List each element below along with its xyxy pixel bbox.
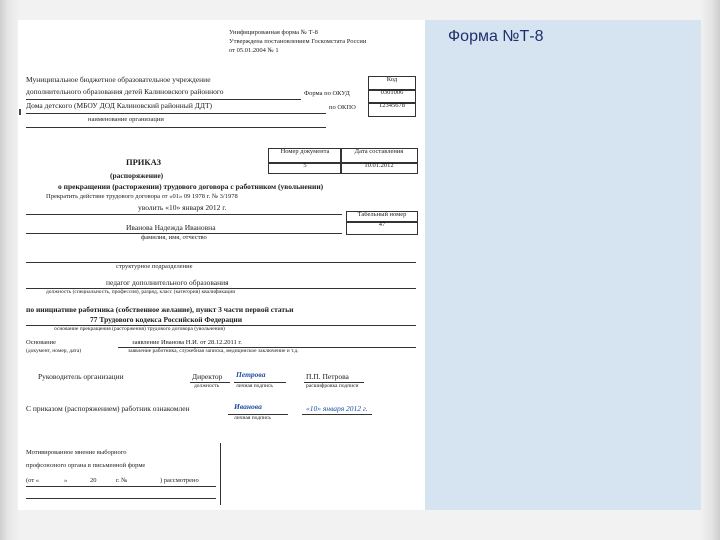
head-position: Директор [192, 372, 223, 381]
doc-number-header: Номер документа [268, 148, 342, 164]
org-line3: Дома детского (МБОУ ДОД Калиновский районный ДДТ) [26, 101, 213, 110]
form-header-line1: Унифицированная форма № Т-8 [229, 29, 318, 36]
slide-title: Форма №Т-8 [448, 28, 544, 45]
order-subtitle: (распоряжение) [110, 171, 164, 180]
grounds-line2: 77 Трудового кодекса Российской Федерации [90, 315, 243, 324]
head-position-caption: должность [194, 383, 220, 389]
basis-label: Основание [26, 339, 57, 346]
opinion-line1: Мотивированное мнение выборного [26, 449, 127, 456]
opinion-line3-quote: » [64, 477, 68, 484]
order-document [18, 20, 425, 510]
basis-value: заявление Иванова Н.И. от 28.12.2011 г. [132, 339, 242, 346]
doc-date-value: 10.01.2012 [340, 162, 418, 174]
org-line2: дополнительного образования детей Калиновского районного [26, 87, 224, 96]
position-caption: должность (специальность, профессия), разряд, класс (категория) квалификации [46, 289, 236, 295]
okud-cell: 0301006 [368, 89, 416, 104]
employee-name: Иванова Надежда Ивановна [126, 223, 216, 232]
grounds-line1: по инициативе работника (собственное желание), пункт 3 части первой статьи [26, 305, 294, 314]
doc-number-value: 5 [268, 162, 342, 174]
head-name-caption: расшифровка подписи [306, 383, 359, 389]
grounds-caption: основание прекращения (расторжения) трудового договора (увольнения) [54, 326, 225, 332]
opinion-line3-open: (от « [26, 477, 40, 484]
opinion-line3-number: г. № [116, 477, 128, 484]
contract-line: Прекратить действие трудового договора от «01» 09 1978 г. № 3/1978 [46, 193, 238, 200]
org-line1: Муниципальное бюджетное образовательное учреждение [26, 75, 211, 84]
okpo-label: по ОКПО [329, 104, 356, 111]
ack-date: «10» января 2012 г. [306, 404, 368, 413]
org-caption: наименование организации [88, 116, 164, 123]
form-header-line2: Утверждена постановлением Госкомстата России [229, 38, 367, 45]
order-title: ПРИКАЗ [126, 157, 161, 167]
head-name: П.П. Петрова [306, 372, 349, 381]
doc-date-header: Дата составления [340, 148, 418, 164]
head-label: Руководитель организации [38, 372, 124, 381]
employee-name-caption: фамилия, имя, отчество [141, 234, 207, 241]
code-header-cell: Код [368, 76, 416, 91]
order-purpose: о прекращении (расторжении) трудового договора с работником (увольнении) [58, 182, 324, 191]
opinion-line3-year: 20 [90, 477, 97, 484]
ack-signature-caption: личная подпись [234, 415, 271, 421]
tab-number-header: Табельный номер [346, 211, 418, 223]
opinion-line3-close: ) рассмотрено [160, 477, 199, 484]
okud-label: Форма по ОКУД [304, 90, 350, 97]
basis-sub: (документ, номер, дата) [26, 348, 82, 354]
tab-number-value: 47 [346, 221, 418, 235]
okpo-cell: 12345678 [368, 102, 416, 117]
ack-label: С приказом (распоряжением) работник ознакомлен [26, 404, 190, 413]
basis-caption: заявление работника, служебная записка, медицинское заключение и т.д. [128, 348, 299, 354]
unit-caption: структурное подразделение [116, 263, 193, 270]
form-header-line3: от 05.01.2004 № 1 [229, 47, 279, 54]
head-signature: Петрова [236, 370, 266, 379]
head-signature-caption: личная подпись [236, 383, 273, 389]
opinion-line2: профсоюзного органа в письменной форме [26, 462, 146, 469]
dismiss-line: уволить «10» января 2012 г. [138, 203, 227, 212]
employee-position: педагог дополнительного образования [106, 278, 229, 287]
ack-signature: Иванова [234, 402, 262, 411]
